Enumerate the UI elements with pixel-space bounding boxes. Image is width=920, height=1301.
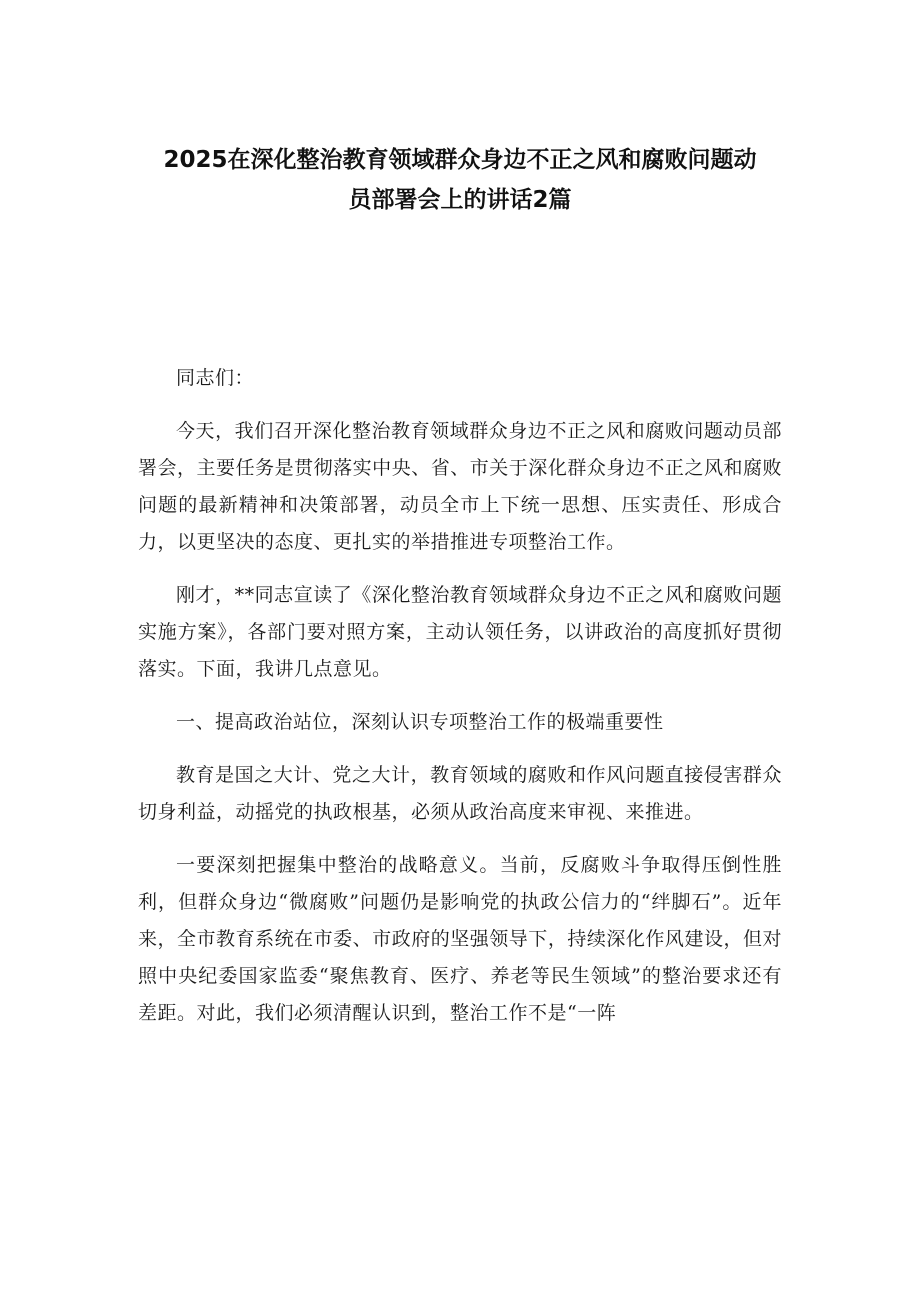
paragraph-strategy: 一要深刻把握集中整治的战略意义。当前，反腐败斗争取得压倒性胜利，但群众身边“微腐败”问题仍是影响党的执政公信力的“绊脚石”。近年来，全市教育系统在市委、市政府的坚强领导下，持续深化作风建设，但对照中央纪委国家监委“聚焦教育、医疗、养老等民生领域”的整治要求还有差距。对此，我们必须清醒认识到，整治工作不是“一阵 — [138, 854, 782, 1024]
title-line-1: 2025在深化整治教育领域群众身边不正之风和腐败问题动 — [163, 147, 757, 173]
section-heading-1: 一、提高政治站位，深刻认识专项整治工作的极端重要性 — [176, 711, 664, 733]
document-title — [140, 140, 780, 220]
title-line-2: 员部署会上的讲话2篇 — [348, 187, 572, 213]
salutation: 同志们： — [176, 367, 255, 389]
paragraph-intro: 今天，我们召开深化整治教育领域群众身边不正之风和腐败问题动员部署会，主要任务是贯彻落实中央、省、市关于深化群众身边不正之风和腐败问题的最新精神和决策部署，动员全市上下统一思想、压实责任、形成合力，以更坚决的态度、更扎实的举措推进专项整治工作。 — [138, 420, 782, 553]
document-body — [138, 360, 782, 1048]
paragraph-plan: 刚才，**同志宣读了《深化整治教育领域群众身边不正之风和腐败问题实施方案》，各部门要对照方案，主动认领任务，以讲政治的高度抓好贯彻落实。下面，我讲几点意见。 — [138, 584, 782, 680]
paragraph-education: 教育是国之大计、党之大计，教育领域的腐败和作风问题直接侵害群众切身利益，动摇党的执政根基，必须从政治高度来审视、来推进。 — [138, 764, 782, 823]
